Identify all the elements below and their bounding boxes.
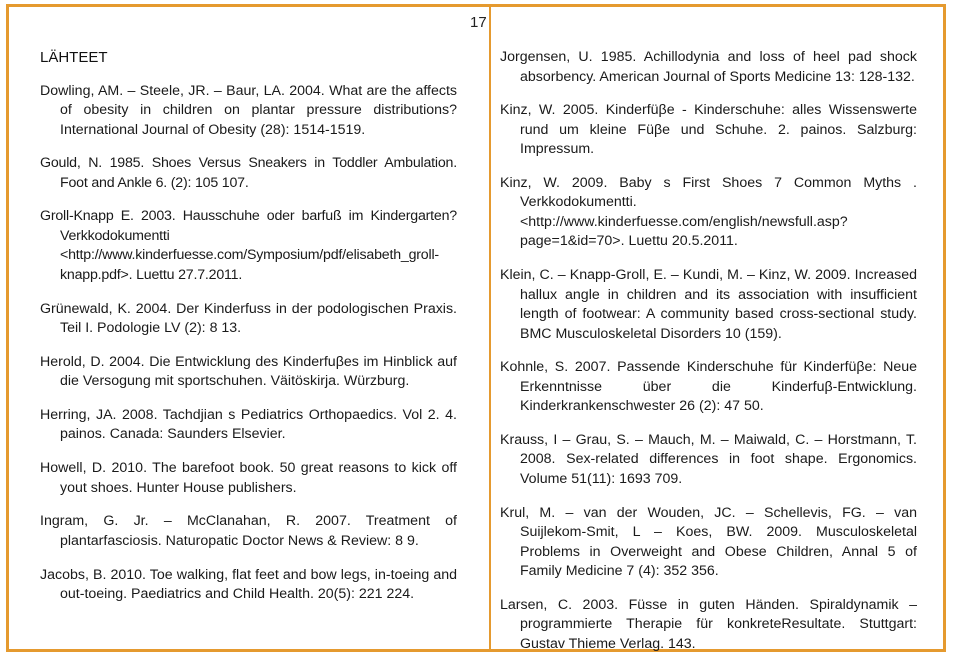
reference-item: Kohnle, S. 2007. Passende Kinderschuhe für Kinderfüβe: Neue Erkenntnisse über die Kinderfuβ-Entwicklung. Kinderkrankenschwester 26 (2): 47 50. [500,359,917,415]
references-heading: LÄHTEET [40,49,108,66]
reference-item: Howell, D. 2010. The barefoot book. 50 great reasons to kick off yout shoes. Hunter House publishers. [40,460,457,496]
page-number: 17 [470,14,487,31]
reference-item: Herring, JA. 2008. Tachdjian s Pediatrics Orthopaedics. Vol 2. 4. painos. Canada: Saunders Elsevier. [40,406,457,443]
reference-item: Ingram, G. Jr. – McClanahan, R. 2007. Treatment of plantarfasciosis. Naturopatic Doctor News & Review: 8 9. [40,513,457,549]
right-column [500,48,917,664]
left-column [40,48,457,615]
reference-item: Jorgensen, U. 1985. Achillodynia and loss of heel pad shock absorbency. American Journal of Sports Medicine 13: 128-132. [500,49,917,85]
reference-item: Grünewald, K. 2004. Der Kinderfuss in der podologischen Praxis. Teil I. Podologie LV (2): 8 13. [40,300,457,337]
reference-item: Dowling, AM. – Steele, JR. – Baur, LA. 2004. What are the affects of obesity in children on plantar pressure distributions? International Journal of Obesity (28): 1514-1519. [40,82,457,138]
reference-item: Klein, C. – Knapp-Groll, E. – Kundi, M. – Kinz, W. 2009. Increased hallux angle in children and its association with insufficient length of footwear: A community based cross-sectional study. BMC Musculoskeletal Disorders 10 (159). [500,267,917,342]
reference-item: Kinz, W. 2005. Kinderfüβe - Kinderschuhe: alles Wissenswerte rund um kleine Füβe und Schuhe. 2. painos. Salzburg: Impressum. [500,102,917,158]
reference-item: Krul, M. – van der Wouden, JC. – Schellevis, FG. – van Suijlekom-Smit, L – Koes, BW. 2009. Musculoskeletal Problems in Overweight and Obese Children, Annal 5 of Family Medicine 7 (4): 352 356. [500,504,917,580]
reference-item: Herold, D. 2004. Die Entwicklung des Kinderfuβes im Hinblick auf die Versogung mit sportschuhen. Väitöskirja. Würzburg. [40,353,457,390]
reference-item: Larsen, C. 2003. Füsse in guten Händen. Spiraldynamik – programmierte Therapie für konkreteResultate. Stuttgart: Gustav Thieme Verlag. 143. [500,596,917,652]
reference-item: Krauss, I – Grau, S. – Mauch, M. – Maiwald, C. – Horstmann, T. 2008. Sex-related differences in foot shape. Ergonomics. Volume 51(11): 1693 709. [500,431,917,487]
reference-item: Groll-Knapp E. 2003. Hausschuhe oder barfuß im Kindergarten? Verkkodokumentti <http://www.kinderfuesse.com/Symposium/pdf/elisabeth_groll-knapp.pdf>. Luettu 27.7.2011. [40,208,457,283]
reference-item: Kinz, W. 2009. Baby s First Shoes 7 Common Myths . Verkkodokumentti. <http://www.kinderfuesse.com/english/newsfull.asp?page=1&id=70>. Luettu 20.5.2011. [500,174,917,250]
reference-item: Jacobs, B. 2010. Toe walking, flat feet and bow legs, in-toeing and out-toeing. Paediatrics and Child Health. 20(5): 221 224. [40,566,457,602]
column-divider [489,7,491,649]
reference-item: Gould, N. 1985. Shoes Versus Sneakers in Toddler Ambulation. Foot and Ankle 6. (2): 105 107. [40,155,457,191]
